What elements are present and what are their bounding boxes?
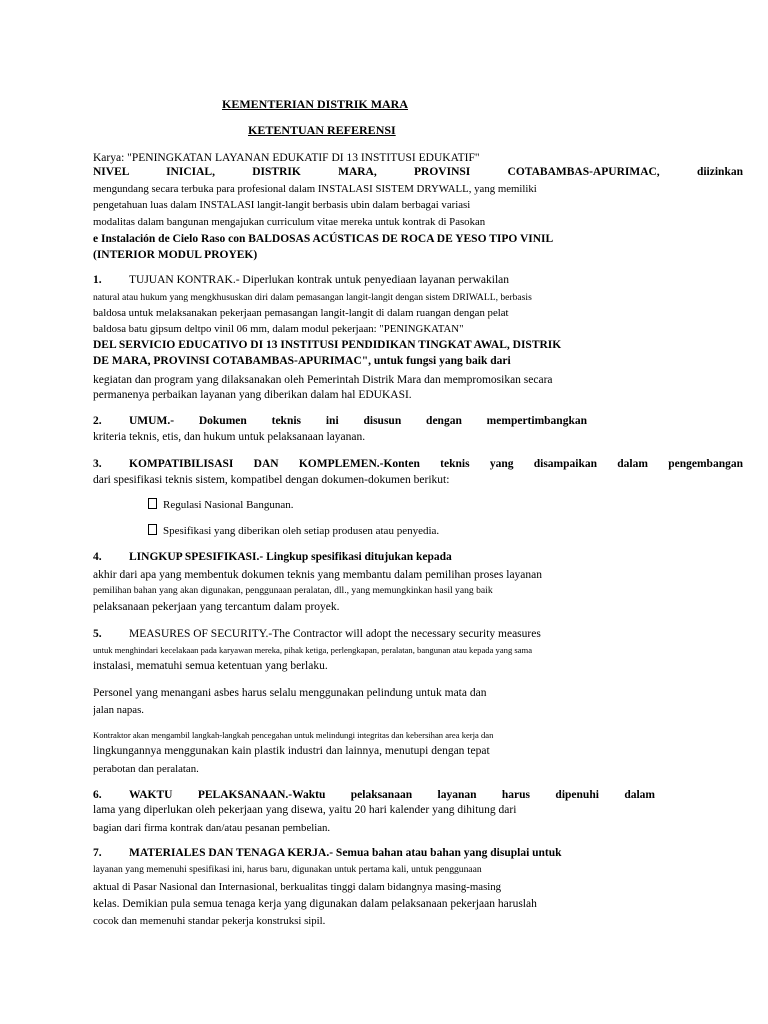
section-1-line: baldosa untuk melaksanakan pekerjaan pemasangan langit-langit di dalam ruangan dengan pelat [93, 307, 509, 319]
section-7-heading [93, 846, 743, 860]
intro-line: e Instalación de Cielo Raso con BALDOSAS ACÚSTICAS DE ROCA DE YESO TIPO VINIL [93, 233, 554, 245]
section-7-line: aktual di Pasar Nasional dan Internasional, berkualitas tinggi dalam bidangnya masing-masing [93, 881, 502, 893]
section-number: 3. [93, 458, 102, 470]
section-1-line: natural atau hukum yang mengkhususkan diri dalam pemasangan langit-langit dengan sistem DRIWALL, berbasis [93, 292, 532, 303]
intro-line: NIVEL INICIAL, DISTRIK MARA, PROVINSI COTABAMBAS-APURIMAC, diizinkan [93, 166, 743, 178]
section-1-line: permanenya perbaikan layanan yang diberikan dalam hal EDUKASI. [93, 389, 412, 401]
section-number: 2. [93, 415, 102, 427]
section-1-line: baldosa batu gipsum deltpo vinil 06 mm, dalam modul pekerjaan: "PENINGKATAN" [93, 323, 464, 335]
section-text: WAKTU PELAKSANAAN.-Waktu pelaksanaan layanan harus dipenuhi dalam [129, 789, 655, 801]
section-text: KOMPATIBILISASI DAN KOMPLEMEN.-Konten teknis yang disampaikan dalam pengembangan [129, 458, 743, 470]
ministry-heading: KEMENTERIAN DISTRIK MARA [222, 97, 409, 111]
section-5-line: lingkungannya menggunakan kain plastik industri dan lainnya, menutupi dengan tepat [93, 745, 490, 757]
section-5-line: instalasi, mematuhi semua ketentuan yang berlaku. [93, 660, 328, 672]
section-4-line: akhir dari apa yang membentuk dokumen teknis yang membantu dalam pemilihan proses layanan [93, 569, 543, 581]
intro-line: Karya: "PENINGKATAN LAYANAN EDUKATIF DI 13 INSTITUSI EDUKATIF" [93, 152, 480, 164]
section-5-heading [93, 627, 743, 641]
bullet-item [148, 498, 293, 512]
section-5-line: Kontraktor akan mengambil langkah-langkah pencegahan untuk melindungi integritas dan kebersihan area kerja dan [93, 730, 494, 740]
section-3-heading [93, 457, 743, 471]
section-5-line: untuk menghindari kecelakaan pada karyawan mereka, pihak ketiga, perlengkapan, peralatan, bangunan atau kepada yang sama [93, 645, 533, 655]
section-4-heading [93, 550, 743, 564]
section-7-line: cocok dan memenuhi standar pekerja konstruksi sipil. [93, 915, 326, 927]
section-text: MATERIALES DAN TENAGA KERJA.- Semua bahan atau bahan yang disuplai untuk [129, 847, 562, 859]
checkbox-bullet-icon [148, 524, 157, 535]
bullet-text: Regulasi Nasional Bangunan. [163, 499, 294, 511]
intro-line: mengundang secara terbuka para profesional dalam INSTALASI SISTEM DRYWALL, yang memiliki [93, 183, 537, 195]
section-text: LINGKUP SPESIFIKASI.- Lingkup spesifikasi ditujukan kepada [129, 551, 452, 563]
intro-line: (INTERIOR MODUL PROYEK) [93, 249, 258, 261]
section-7-line: kelas. Demikian pula semua tenaga kerja yang digunakan dalam pelaksanaan pekerjaan haruslah [93, 898, 537, 910]
section-text: TUJUAN KONTRAK.- Diperlukan kontrak untuk penyediaan layanan perwakilan [129, 274, 510, 286]
section-2-heading [93, 414, 587, 428]
section-2-line: kriteria teknis, etis, dan hukum untuk pelaksanaan layanan. [93, 431, 366, 443]
intro-line: pengetahuan luas dalam INSTALASI langit-langit berbasis ubin dalam berbagai variasi [93, 199, 471, 211]
section-text: UMUM.- Dokumen teknis ini disusun dengan mempertimbangkan [129, 415, 587, 427]
section-number: 1. [93, 274, 102, 286]
section-5-line: perabotan dan peralatan. [93, 763, 199, 775]
section-number: 4. [93, 551, 102, 563]
checkbox-bullet-icon [148, 498, 157, 509]
section-4-line: pemilihan bahan yang akan digunakan, penggunaan peralatan, dll., yang memungkinkan hasil yang baik [93, 585, 493, 596]
section-number: 6. [93, 789, 102, 801]
bullet-item [148, 524, 439, 538]
section-5-line: Personel yang menangani asbes harus selalu menggunakan pelindung untuk mata dan [93, 687, 487, 699]
section-6-heading [93, 788, 655, 802]
section-1-line: DE MARA, PROVINSI COTABAMBAS-APURIMAC", untuk fungsi yang baik dari [93, 355, 511, 367]
section-1-line: kegiatan dan program yang dilaksanakan oleh Pemerintah Distrik Mara dan mempromosikan secara [93, 374, 553, 386]
section-7-line: layanan yang memenuhi spesifikasi ini, harus baru, digunakan untuk pertama kali, untuk penggunaan [93, 864, 482, 875]
section-1-line: DEL SERVICIO EDUCATIVO DI 13 INSTITUSI PENDIDIKAN TINGKAT AWAL, DISTRIK [93, 339, 562, 351]
intro-line: modalitas dalam bangunan mengajukan curriculum vitae mereka untuk kontrak di Pasokan [93, 216, 486, 228]
section-text: MEASURES OF SECURITY.-The Contractor will adopt the necessary security measures [129, 628, 541, 640]
section-5-line: jalan napas. [93, 704, 144, 716]
section-number: 7. [93, 847, 102, 859]
section-1-heading [93, 273, 743, 287]
bullet-text: Spesifikasi yang diberikan oleh setiap produsen atau penyedia. [163, 525, 440, 537]
section-3-line: dari spesifikasi teknis sistem, kompatibel dengan dokumen-dokumen berikut: [93, 474, 450, 486]
section-4-line: pelaksanaan pekerjaan yang tercantum dalam proyek. [93, 601, 340, 613]
section-6-line: lama yang diperlukan oleh pekerjaan yang disewa, yaitu 20 hari kalender yang dihitung dari [93, 804, 517, 816]
document-title: KETENTUAN REFERENSI [248, 123, 396, 137]
section-number: 5. [93, 628, 102, 640]
section-6-line: bagian dari firma kontrak dan/atau pesanan pembelian. [93, 822, 331, 834]
